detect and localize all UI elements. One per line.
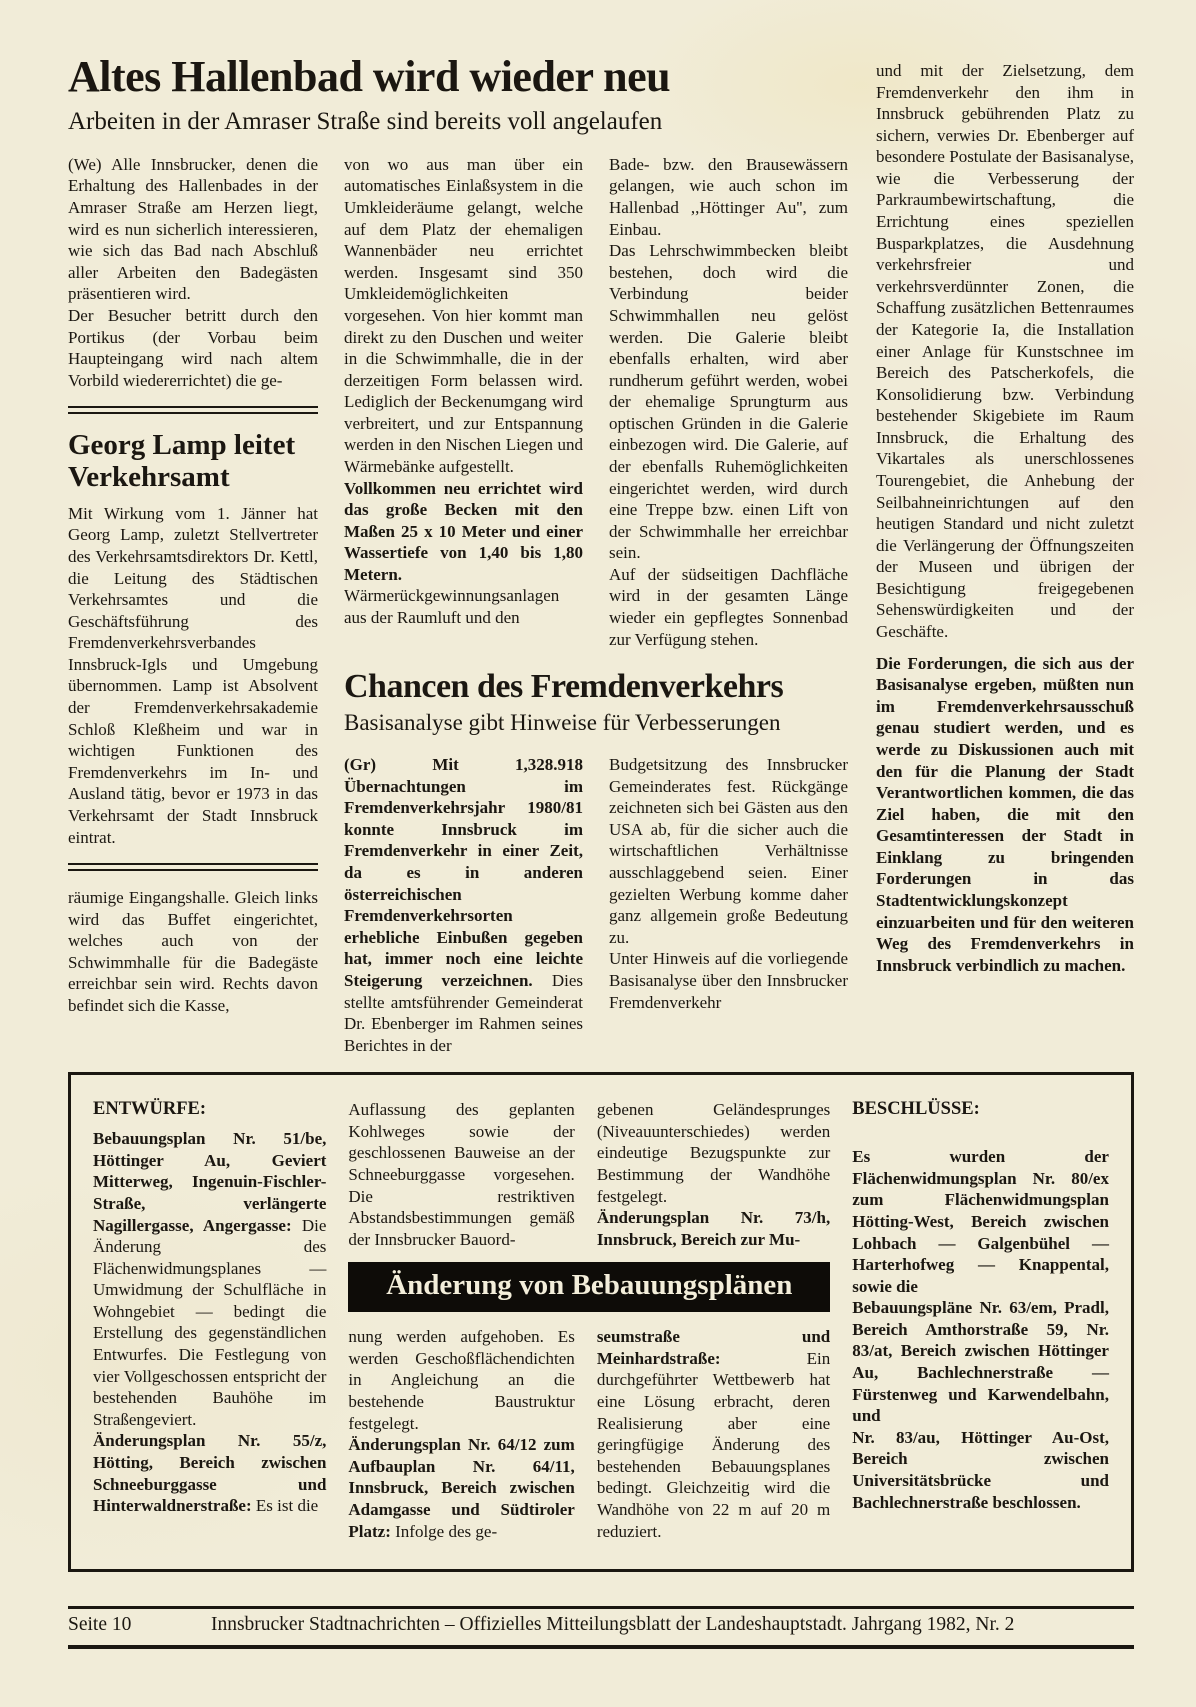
chancen-column-1 xyxy=(344,754,583,1056)
right-column xyxy=(876,55,1134,1056)
plan-title-bold: Bebauungsplan Nr. 51/be, Höttinger Au, Geviert Mitterweg, Ingenuin-Fischler-Straße, verlängerte Nagillergasse, Angergasse: xyxy=(93,1129,327,1235)
main-article-zone xyxy=(68,52,848,1056)
hallenbad-continuation xyxy=(344,154,848,650)
column-2 xyxy=(344,154,583,650)
box-column-2-lower xyxy=(348,1326,574,1549)
double-rule-divider xyxy=(68,863,318,871)
double-rule-divider xyxy=(68,406,318,414)
box-paragraph xyxy=(348,1434,574,1542)
article-paragraph-bold: Die Forderungen, die sich aus der Basisanalyse ergeben, müßten nun im Fremdenverkehrsausschuß genau studiert werden, und es werde zu Diskussionen auch mit den für die Planung der Stadt Verantwortlichen kommen, die das Ziel haben, die mit den Gesamtinteressen der Stadt in Einklang zu bringenden Forderungen in das Stadtentwicklungskonzept einzuarbeiten und für den weiteren Weg des Fremdenverkehrs in Innsbruck verbindlich zu machen. xyxy=(876,653,1134,975)
article-paragraph: räumige Eingangshalle. Gleich links wird das Buffet eingerichtet, welches auch von der Schwimmhalle für die Badegäste erreichbar sein wird. Rechts davon befindet sich die Kasse, xyxy=(68,888,318,1015)
box-paragraph xyxy=(93,1430,326,1516)
box-paragraph xyxy=(93,1128,326,1430)
column-3 xyxy=(609,154,848,650)
chancen-article xyxy=(344,668,848,1056)
box-column-3-lower xyxy=(597,1326,830,1549)
article-paragraph: Budgetsitzung des Innsbrucker Gemeinderates fest. Rückgänge zeichneten sich bei Gästen aus den USA ab, für die sicher auch die wirtschaftlichen Verhältnisse ausschlaggebend seien. Einer gezielten Werbung komme daher ganz allgemein große Bedeutung zu. xyxy=(609,755,848,947)
plan-description: Es ist die xyxy=(251,1496,319,1516)
article-paragraph xyxy=(344,754,583,1056)
upper-section xyxy=(68,52,1134,1056)
chancen-column-2 xyxy=(609,754,848,1056)
article-paragraph: Mit Wirkung vom 1. Jänner hat Georg Lamp, zuletzt Stellvertreter des Verkehrsamtsdirektors Dr. Kettl, die Leitung des Städtischen Verkehrsamtes und die Geschäftsführung des Fremdenverkehrsverbandes Innsbruck-Igls und Umgebung übernommen. Lamp ist Absolvent der Fremdenverkehrsakademie Schloß Kleßheim und war in wichtigen Funktionen des Fremdenverkehrs im In- und Ausland tätig, bevor er 1973 in das Verkehrsamt der Stadt Innsbruck eintrat. xyxy=(68,503,318,847)
plan-title-bold: seumstraße und Meinhardstraße: xyxy=(596,1327,831,1368)
article-paragraph: Auf der südseitigen Dachfläche wird in der gesamten Länge wieder ein gepflegtes Sonnenbad zur Verfügung stehen. xyxy=(609,564,848,649)
box-column-entwuerfe xyxy=(93,1099,326,1549)
box-paragraph: Auflassung des geplanten Kohlweges sowie der geschlossenen Bauweise an der Schneeburggasse vorgesehen. Die restriktiven Abstandsbestimmungen gemäß der Innsbrucker Bauord- xyxy=(348,1100,575,1249)
column-1 xyxy=(68,154,318,1056)
article-paragraph: Der Besucher betritt durch den Portikus (der Vorbau beim Haupteingang wird nach altem Vorbild wiedererrichtet) die ge- xyxy=(68,305,318,390)
box-column-beschluesse xyxy=(852,1099,1109,1549)
entwuerfe-header: ENTWÜRFE: xyxy=(93,1099,207,1120)
article-paragraph: und mit der Zielsetzung, dem Fremdenverkehr den ihm in Innsbruck gebührenden Platz zu sichern, verwies Dr. Ebenberger auf besondere Postulate der Basisanalyse, wie die Verbesserung der Parkraumbewirtschaftung, die Errichtung eines speziellen Busparkplatzes, die Ausdehnung verkehrsfreier und verkehrsverdünnter Zonen, die Schaffung zusätzlichen Bettenraumes der Kategorie Ia, die Installation einer Anlage für Kunstschnee im Bereich des Patscherkofels, die Konsolidierung bzw. Verbindung bestehender Skigebiete im Raum Innsbruck, die Erhaltung des Vikartales als unerschlossenes Tourengebiet, die Anhebung der Seilbahneinrichtungen auf den heutigen Standard und nicht zuletzt die Verlängerung der Öffnungszeiten der Museen und übrigen der Besichtigung freigegebenen Sehenswürdigkeiten und der Geschäfte. xyxy=(876,61,1134,642)
beschluesse-header: BESCHLÜSSE: xyxy=(852,1099,980,1120)
middle-columns-zone xyxy=(344,154,848,1056)
plan-description: Infolge des ge- xyxy=(390,1521,498,1541)
lead-continuation-text: Dies stellte amtsführender Gemeinderat Dr. Ebenberger im Rahmen seines Berichtes in der xyxy=(344,970,583,1055)
box-paragraph-bold: Bebauungspläne Nr. 63/em, Pradl, Bereich Amthorstraße 59, Nr. 83/at, Bereich zwischen Höttinger Au, Bachlechnerstraße — Fürstenweg und Karwendelbahn, und xyxy=(852,1298,1109,1426)
box-paragraph-bold: Es wurden der Flächenwidmungsplan Nr. 80/ex zum Flächenwidmungsplan Hötting-West, Bereich zwischen Lohbach — Galgenbühel — Harterhofweg — Knappental, sowie die xyxy=(852,1147,1109,1296)
main-headline: Altes Hallenbad wird wieder neu xyxy=(68,52,671,101)
publication-line: Innsbrucker Stadtnachrichten – Offizielles Mitteilungsblatt der Landeshauptstadt. Jahrgang 1982, Nr. 2 xyxy=(210,1614,1015,1635)
article-paragraph: Unter Hinweis auf die vorliegende Basisanalyse über den Innsbrucker Fremdenverkehr xyxy=(609,949,848,1012)
box-paragraph-bold: Nr. 83/au, Höttinger Au-Ost, Bereich zwischen Universitätsbrücke und Bachlechnerstraße beschlossen. xyxy=(852,1427,1109,1512)
page-number: Seite 10 xyxy=(68,1614,132,1635)
page-footer xyxy=(68,1606,1134,1649)
plan-title-bold: Änderungsplan Nr. 73/h, Innsbruck, Bereich zur Mu- xyxy=(596,1208,831,1249)
article-paragraph: von wo aus man über ein automatisches Einlaßsystem in die Umkleideräume gelangt, welche auf dem Platz der ehemaligen Wannenbäder neu errichtet werden. Insgesamt sind 350 Umkleidemöglichkeiten vorgesehen. Von hier kommt man direkt zu den Duschen und weiter in die Schwimmhalle, die in der derzeitigen Form belassen wird. Lediglich der Beckenumgang wird verbreitert, und zur Entspannung werden in den Nischen Liegen und Wärmebänke aufgestellt. xyxy=(344,154,583,476)
article-paragraph: Das Lehrschwimmbecken bleibt bestehen, doch wird die Verbindung beider Schwimmhallen neu gelöst werden. Die Galerie bleibt ebenfalls erhalten, wird aber rundherum geführt werden, wobei der ehemalige Sprungturm aus optischen Gründen in die Galerie einbezogen wird. Die Galerie, auf der ebenfalls Ruhemöglichkeiten eingerichtet werden, wird durch eine Treppe bzw. einen Lift von der Schwimmhalle her erreichbar sein. xyxy=(609,241,848,563)
bold-lead-text: (Gr) Mit 1,328.918 Übernachtungen im Fremdenverkehrsjahr 1980/81 konnte Innsbruck im Fremdenverkehr in einer Zeit, da es in anderen österreichischen Fremdenverkehrsorten erhebliche Einbußen gegeben hat, immer noch eine leichte Steigerung verzeichnen. xyxy=(344,755,583,990)
chancen-subheadline: Basisanalyse gibt Hinweise für Verbesserungen xyxy=(344,710,781,736)
plan-description: Ein durchgeführter Wettbewerb hat eine Lösung erbracht, deren Realisierung aber eine geringfügige Änderung des bestehenden Bebauungsplanes bedingt. Gleichzeitig wird die Wandhöhe von 22 m auf 20 m reduziert. xyxy=(596,1348,831,1541)
bebauungsplaene-banner: Änderung von Bebauungsplänen xyxy=(348,1262,830,1312)
box-paragraph: gebenen Geländesprunges (Niveauunterschiedes) werden eindeutige Bezugspunkte zur Bestimmung der Wandhöhe festgelegt. xyxy=(596,1100,831,1206)
box-paragraph xyxy=(597,1326,830,1542)
article-paragraph: Wärmerückgewinnungsanlagen aus der Raumluft und den xyxy=(344,586,560,628)
box-paragraph: nung werden aufgehoben. Es werden Geschoßflächendichten in Angleichung an die bestehende Baustruktur festgelegt. xyxy=(348,1327,575,1433)
article-paragraph: (We) Alle Innsbrucker, denen die Erhaltung des Hallenbades in der Amraser Straße am Herzen liegt, wird es nun sicherlich interessieren, wie sich das Bad nach Abschluß aller Arbeiten den Badegästen präsentieren wird. xyxy=(68,154,318,304)
box-column-2-upper xyxy=(348,1099,574,1250)
plan-title-bold: Änderungsplan Nr. 64/12 zum Aufbauplan Nr. 64/11, Innsbruck, Bereich zwischen Adamgasse und Südtiroler Platz: xyxy=(348,1435,575,1541)
article-masthead xyxy=(68,52,848,136)
lamp-article-headline: Georg Lamp leitet Verkehrsamt xyxy=(68,429,296,493)
sub-headline: Arbeiten in der Amraser Straße sind bereits voll angelaufen xyxy=(68,107,663,135)
chancen-headline: Chancen des Fremdenverkehrs xyxy=(344,668,784,706)
article-paragraph: Bade- bzw. den Brausewässern gelangen, wie auch schon im Hallenbad ,,Höttinger Au'', zum Einbau. xyxy=(609,154,848,239)
planning-notices-box xyxy=(68,1072,1134,1572)
article-paragraph-bold: Vollkommen neu errichtet wird das große Becken mit den Maßen 25 x 10 Meter und einer Wassertiefe von 1,40 bis 1,80 Metern. xyxy=(344,478,583,584)
plan-title-bold: Änderungsplan Nr. 55/z, Hötting, Bereich zwischen Schneeburggasse und Hinterwaldnerstraße: xyxy=(93,1431,327,1516)
article-columns xyxy=(68,154,848,1056)
box-column-3-upper xyxy=(597,1099,830,1250)
chancen-columns xyxy=(344,754,848,1056)
plan-description: Die Änderung des Flächenwidmungsplanes — Umwidmung der Schulfläche in Wohngebiet — bedingt die Erstellung des gegenständlichen Entwurfes. Die Festlegung von vier Vollgeschossen entspricht der bestehenden Bauhöhe im Straßengeviert. xyxy=(93,1215,327,1429)
